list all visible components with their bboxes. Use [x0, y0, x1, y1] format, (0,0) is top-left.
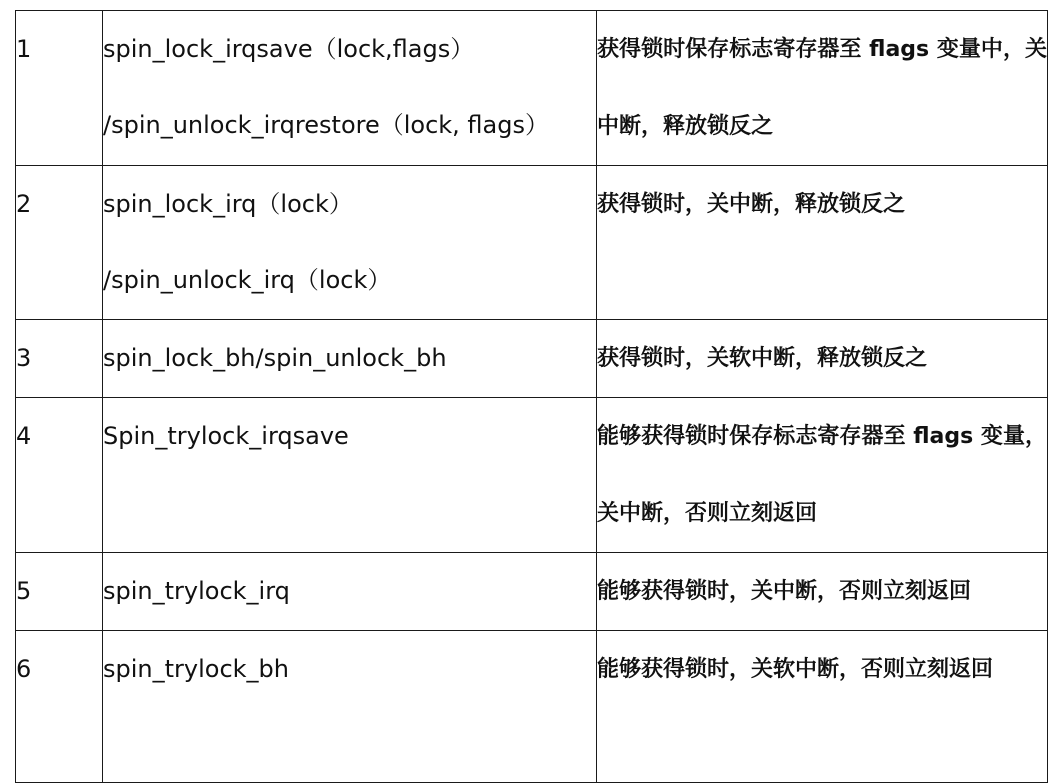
description-cell: 获得锁时，关软中断，释放锁反之	[597, 320, 1048, 398]
function-name: /spin_unlock_irqrestore（lock, flags）	[103, 111, 549, 139]
function-cell	[103, 320, 597, 398]
description-cell: 获得锁时，关中断，释放锁反之	[597, 166, 1048, 320]
description-cell: 获得锁时保存标志寄存器至 flags 变量中，关中断，释放锁反之	[597, 11, 1048, 166]
row-number: 5	[16, 553, 103, 631]
function-cell	[103, 11, 597, 166]
row-number: 3	[16, 320, 103, 398]
function-name: spin_trylock_irq	[103, 577, 290, 605]
row-number: 1	[16, 11, 103, 166]
spinlock-api-table	[15, 10, 1048, 783]
table-row	[16, 553, 1048, 631]
function-name: /spin_unlock_irq（lock）	[103, 266, 392, 294]
row-number: 6	[16, 631, 103, 783]
row-number: 4	[16, 398, 103, 553]
function-cell	[103, 166, 597, 320]
description-cell: 能够获得锁时，关软中断，否则立刻返回	[597, 631, 1048, 783]
function-name: Spin_trylock_irqsave	[103, 422, 349, 450]
table-row	[16, 11, 1048, 166]
function-cell	[103, 631, 597, 783]
function-cell	[103, 553, 597, 631]
function-name: spin_lock_irqsave（lock,flags）	[103, 35, 475, 63]
function-name: spin_lock_irq（lock）	[103, 190, 353, 218]
description-cell: 能够获得锁时保存标志寄存器至 flags 变量，关中断，否则立刻返回	[597, 398, 1048, 553]
table-row	[16, 631, 1048, 783]
row-number: 2	[16, 166, 103, 320]
table-row	[16, 398, 1048, 553]
table-row	[16, 166, 1048, 320]
function-name: spin_lock_bh/spin_unlock_bh	[103, 344, 447, 372]
function-name: spin_trylock_bh	[103, 655, 289, 683]
function-cell	[103, 398, 597, 553]
description-cell: 能够获得锁时，关中断，否则立刻返回	[597, 553, 1048, 631]
table-row	[16, 320, 1048, 398]
